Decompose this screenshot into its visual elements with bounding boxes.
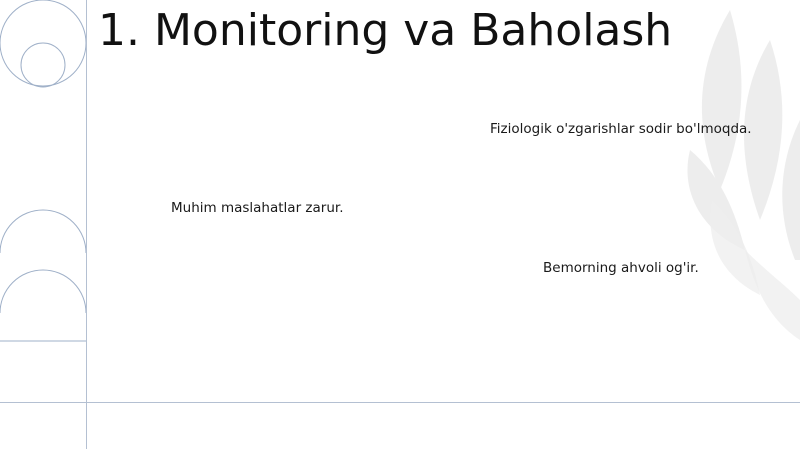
arch-ornament-icon xyxy=(0,210,86,341)
circle-ornament-icon xyxy=(0,0,86,87)
note-advice-needed: Muhim maslahatlar zarur. xyxy=(171,200,344,216)
note-patient-condition: Bemorning ahvoli og'ir. xyxy=(543,260,699,276)
slide-title: 1. Monitoring va Baholash xyxy=(98,5,673,56)
note-physiological-changes: Fiziologik o'zgarishlar sodir bo'lmoqda. xyxy=(490,121,752,137)
leaf-watermark-icon xyxy=(687,10,800,340)
